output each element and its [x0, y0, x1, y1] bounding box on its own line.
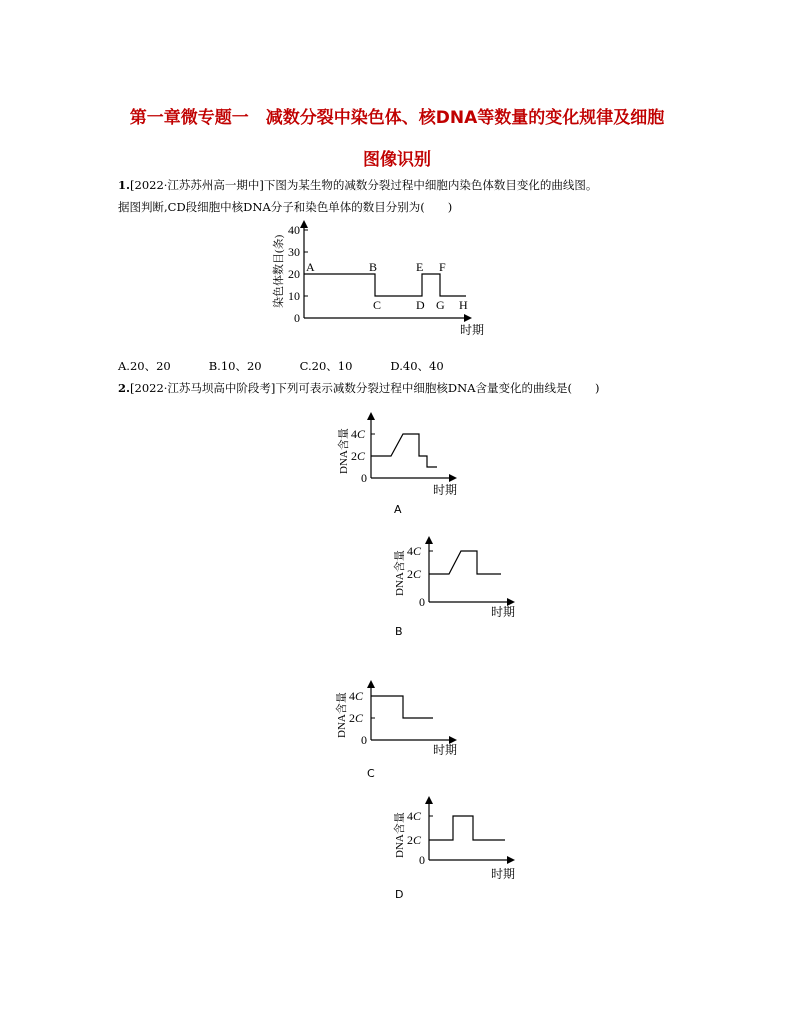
- svg-text:0: 0: [419, 853, 425, 867]
- q2-chart-a-curve: [371, 434, 437, 467]
- q1-option-b[interactable]: B.10、20: [208, 359, 262, 373]
- q2-line1: [2022·江苏马坝高中阶段考]下列可表示减数分裂过程中细胞核DNA含量变化的曲线是( ): [130, 381, 600, 395]
- svg-text:4C: 4C: [407, 809, 422, 823]
- q2-chart-d-xlabel: 时期: [491, 867, 516, 881]
- q1-ytick-0: 0: [294, 311, 300, 325]
- q2-chart-c-xlabel: 时期: [433, 743, 458, 757]
- q1-line1: [2022·江苏苏州高一期中]下图为某生物的减数分裂过程中细胞内染色体数目变化的曲线图。: [130, 178, 598, 192]
- q1-point-B: B: [369, 260, 378, 274]
- q1-option-c[interactable]: C.20、10: [299, 359, 353, 373]
- q2-chart-c-ylabel: DNA含量: [336, 692, 348, 738]
- page-title: 第一章微专题一 减数分裂中染色体、核DNA等数量的变化规律及细胞: [129, 108, 665, 128]
- q2-number: 2.: [118, 381, 131, 395]
- q2-option-d-label[interactable]: D: [395, 888, 404, 901]
- q2-chart-b: [393, 536, 523, 624]
- svg-text:2C: 2C: [407, 833, 422, 847]
- q1-option-d[interactable]: D.40、40: [390, 359, 444, 373]
- q2-chart-b-ylabel: DNA含量: [394, 550, 406, 596]
- q2-chart-d: [393, 796, 523, 884]
- q1-line2: 据图判断,CD段细胞中核DNA分子和染色单体的数目分别为( ): [118, 200, 453, 214]
- q2-chart-a-ylabel: DNA含量: [338, 428, 350, 474]
- q2-chart-c-curve: [371, 696, 433, 718]
- q2-chart-a-xlabel: 时期: [433, 483, 458, 497]
- q2-chart-a: [335, 412, 465, 500]
- q2-stem: [118, 377, 599, 399]
- q1-ytick-10: 10: [288, 289, 300, 303]
- q1-point-F: F: [439, 260, 446, 274]
- q1-option-a[interactable]: A.20、20: [118, 359, 171, 373]
- q1-curve: [304, 274, 466, 296]
- q2-option-a-label[interactable]: A: [394, 503, 402, 516]
- q1-chromosome-chart: [270, 220, 500, 340]
- q1-ylabel: 染色体数目(条): [273, 234, 285, 308]
- q1-point-G: G: [436, 298, 445, 312]
- svg-text:4C: 4C: [351, 427, 366, 441]
- page-title-cont: 图像识别: [363, 150, 431, 170]
- svg-text:2C: 2C: [349, 711, 364, 725]
- q1-ytick-40: 40: [288, 223, 300, 237]
- q2-chart-b-curve: [429, 551, 501, 574]
- q1-ytick-20: 20: [288, 267, 300, 281]
- q2-chart-c: [335, 680, 465, 768]
- q1-ytick-30: 30: [288, 245, 300, 259]
- q1-stem: [118, 174, 597, 218]
- q1-point-D: D: [416, 298, 425, 312]
- q1-point-H: H: [459, 298, 468, 312]
- svg-text:4C: 4C: [349, 689, 364, 703]
- q2-chart-d-curve: [429, 816, 505, 840]
- q1-point-A: A: [306, 260, 315, 274]
- q1-point-C: C: [373, 298, 382, 312]
- svg-text:2C: 2C: [407, 567, 422, 581]
- q1-options: [118, 358, 482, 374]
- svg-text:0: 0: [361, 733, 367, 747]
- svg-text:0: 0: [419, 595, 425, 609]
- q1-point-E: E: [416, 260, 424, 274]
- q1-x-arrow: [464, 314, 472, 322]
- q2-option-b-label[interactable]: B: [395, 625, 403, 638]
- q1-number: 1.: [118, 178, 131, 192]
- svg-text:0: 0: [361, 471, 367, 485]
- svg-text:4C: 4C: [407, 544, 422, 558]
- q2-chart-b-xlabel: 时期: [491, 605, 516, 619]
- svg-text:2C: 2C: [351, 449, 366, 463]
- q2-chart-d-ylabel: DNA含量: [394, 812, 406, 858]
- q1-y-arrow: [300, 220, 308, 228]
- q1-xlabel: 时期: [460, 323, 485, 337]
- q2-option-c-label[interactable]: C: [367, 767, 375, 780]
